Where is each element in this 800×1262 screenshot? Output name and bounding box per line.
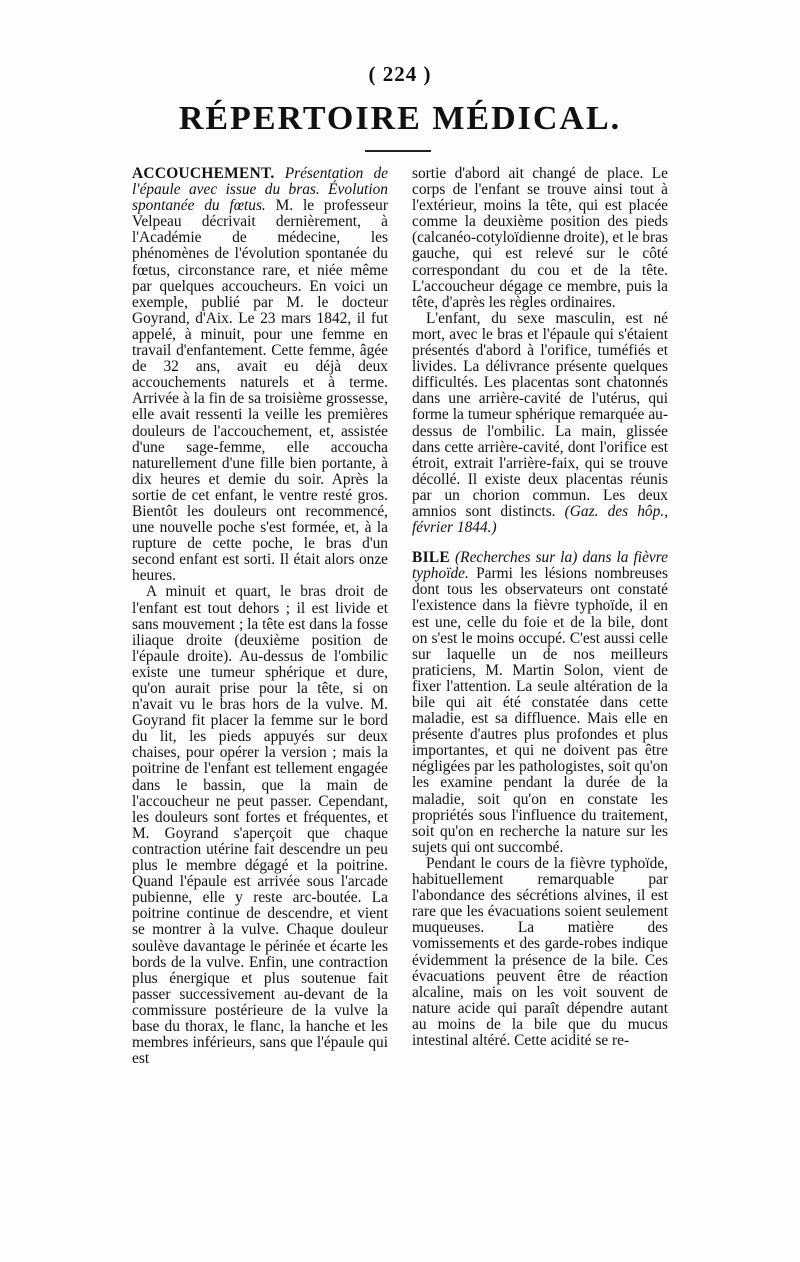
entry-bile-paragraph-1 (412, 550, 668, 856)
page-number: ( 224 ) (368, 62, 432, 86)
entry-subtitle: (Recherches sur la) dans la fièvre typhoïde. (412, 549, 668, 583)
entry-bile-paragraph-2: Pendant le cours de la fièvre typhoïde, habituellement remarquable par l'abondance des sécrétions alvines, il est rare que les évacuations soient seulement muqueuses. La matière des vomissements et des garde-robes indique évidemment la présence de la bile. Ces évacuations peuvent être de réaction alcaline, mais on les voit souvent de nature acide qui paraît dépendre autant au moins de la bile que du mucus intestinal altéré. Cette acidité se re- (412, 854, 668, 1049)
running-title: RÉPERTOIRE MÉDICAL. (178, 100, 622, 137)
left-column (132, 166, 388, 1067)
entry-heading: ACCOUCHEMENT. (132, 165, 275, 182)
title-rule (365, 150, 431, 152)
entry-heading: BILE (412, 549, 450, 567)
paragraph-text: L'enfant, du sexe masculin, est né mort, avec le bras et l'épaule qui s'étaient présentés d'abord à l'orifice, tuméfiés et livides. La délivrance présente quelques difficultés. Les placentas sont chatonnés dans une arrière-cavité de l'utérus, qui forme la tumeur sphérique remarquée au-dessus de l'ombilic. La main, glissée dans cette arrière-cavité, dont l'orifice est étroit, extrait l'arrière-faix, qui se trouve décollé. Il existe deux placentas réunis par un chorion commun. Les deux amnios sont distincts. (412, 309, 668, 520)
right-column (412, 166, 668, 1049)
accouchement-paragraph-3 (412, 311, 668, 536)
source-reference: (Gaz. des hôp., février 1844.) (412, 502, 668, 537)
paragraph-text: M. le professeur Velpeau décrivait dernièrement, à l'Académie de médecine, les phénomènes de l'évolution spontanée du fœtus, circonstance rare, et niée même par quelques accoucheurs. En voici un exemple, publié par M. le docteur Goyrand, d'Aix. Le 23 mars 1842, il fut appelé, à minuit, pour une femme en travail d'enfantement. Cette femme, âgée de 32 ans, avait eu déjà deux accouchements naturels et à terme. Arrivée à la fin de sa troisième grossesse, elle avait ressenti la veille les premières douleurs de l'accouchement, et, assistée d'une sage-femme, elle accoucha naturellement d'une fille bien portante, à dix heures et demie du soir. Après la sortie de cet enfant, le ventre resté gros. Bientôt les douleurs ont recommencé, une nouvelle poche s'est formée, et, à la rupture de cette poche, le bras d'un second enfant est sorti. Il était alors onze heures. (132, 197, 389, 585)
entry-accouchement-paragraph-1 (132, 166, 388, 584)
paragraph-text: Parmi les lésions nombreuses dont tous les observateurs ont constaté l'existence dans la fièvre typhoïde, il en est une, celle du foie et de la bile, dont on s'est le moins occupé. C'est aussi celle sur laquelle un de nos meilleurs praticiens, M. Martin Solon, vient de fixer l'attention. La seule altération de la bile qui ait été constatée dans cette maladie, est sa diffluence. Mais elle en présente d'autres plus profondes et plus importantes, et qui ne doivent pas être négligées par les pathologistes, soit qu'on les examine pendant la durée de la maladie, soit qu'on en constate les propriétés sous l'influence du traitement, soit qu'on en recherche la nature sur les sujets qui ont succombé. (412, 565, 668, 856)
entry-subtitle: Présentation de l'épaule avec issue du bras. Évolution spontanée du fœtus. (132, 165, 388, 215)
entry-accouchement-paragraph-2: A minuit et quart, le bras droit de l'enfant est tout dehors ; il est livide et sans mouvement ; la tête est dans la fosse iliaque droite (deuxième position de l'épaule droite). Au-dessus de l'ombilic existe une tumeur sphérique et dure, qu'on aurait prise pour la tête, si on n'avait vu le bras hors de la vulve. M. Goyrand fit placer la femme sur le bord du lit, les pieds appuyés sur deux chaises, pour opérer la version ; mais la poitrine de l'enfant est tellement engagée dans le bassin, que la main de l'accoucheur ne peut passer. Cependant, les douleurs sont fortes et fréquentes, et M. Goyrand s'aperçoit que chaque contraction utérine fait descendre un peu plus le membre dégagé et la poitrine. Quand l'épaule est arrivée sous l'arcade pubienne, elle y reste arc-boutée. La poitrine continue de descendre, et vient se montrer à la vulve. Chaque douleur soulève davantage le périnée et écarte les bords de la vulve. Enfin, une contraction plus énergique et plus soutenue fait passer successivement au-devant de la commissure postérieure de la vulve la base du thorax, le flanc, la hanche et les membres inférieurs, sans que l'épaule qui est (132, 583, 388, 1068)
continued-paragraph: sortie d'abord ait changé de place. Le corps de l'enfant se trouve ainsi tout à l'extérieur, moins la tête, qui est placée comme la deuxième position des pieds (calcanéo-cotyloïdienne droite), et le bras gauche, qui est relevé sur le côté correspondant du cou et de la tête. L'accoucheur dégage ce membre, puis la tête, d'après les règles ordinaires. (412, 165, 668, 311)
